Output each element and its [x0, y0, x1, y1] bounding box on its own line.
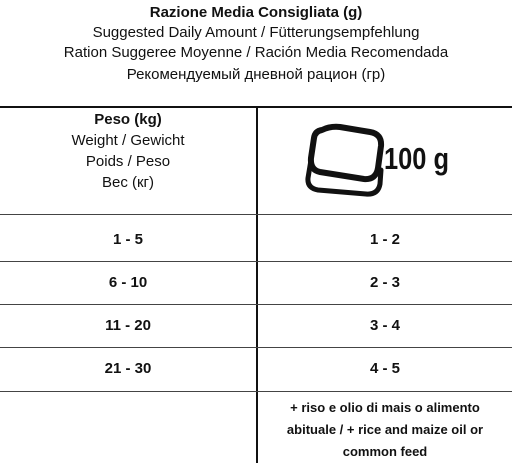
row-divider [0, 391, 512, 392]
header-title: Razione Media Consigliata (g) [149, 4, 363, 21]
header-line-russian: Рекомендуемый дневной рацион (гр) [126, 66, 386, 83]
weight-header-line: Poids / Peso [85, 153, 171, 170]
row-weight: 11 - 20 [105, 317, 151, 334]
row-divider [0, 214, 512, 215]
supplement-note-line: common feed [342, 444, 428, 459]
supplement-note-line: abituale / + rice and maize oil or [286, 422, 484, 437]
supplement-note-line: + riso e olio di mais o alimento [290, 400, 480, 415]
row-weight: 1 - 5 [112, 231, 143, 248]
row-amount: 3 - 4 [369, 317, 400, 334]
header-line-french-spanish: Ration Suggeree Moyenne / Ración Media Recomendada [63, 44, 449, 61]
row-divider [0, 304, 512, 305]
weight-header-line: Weight / Gewicht [71, 132, 185, 149]
weight-header-line: Вес (кг) [101, 174, 155, 191]
weight-header-title: Peso (kg) [94, 111, 162, 128]
row-amount: 4 - 5 [369, 360, 400, 377]
portion-amount: 100 g [384, 141, 450, 176]
row-amount: 1 - 2 [369, 231, 400, 248]
row-weight: 6 - 10 [108, 274, 148, 291]
food-tray-icon [300, 120, 390, 200]
row-amount: 2 - 3 [369, 274, 400, 291]
row-divider [0, 261, 512, 262]
row-divider [0, 347, 512, 348]
row-weight: 21 - 30 [104, 360, 152, 377]
header-line-english-german: Suggested Daily Amount / Fütterungsempfehlung [92, 24, 420, 41]
